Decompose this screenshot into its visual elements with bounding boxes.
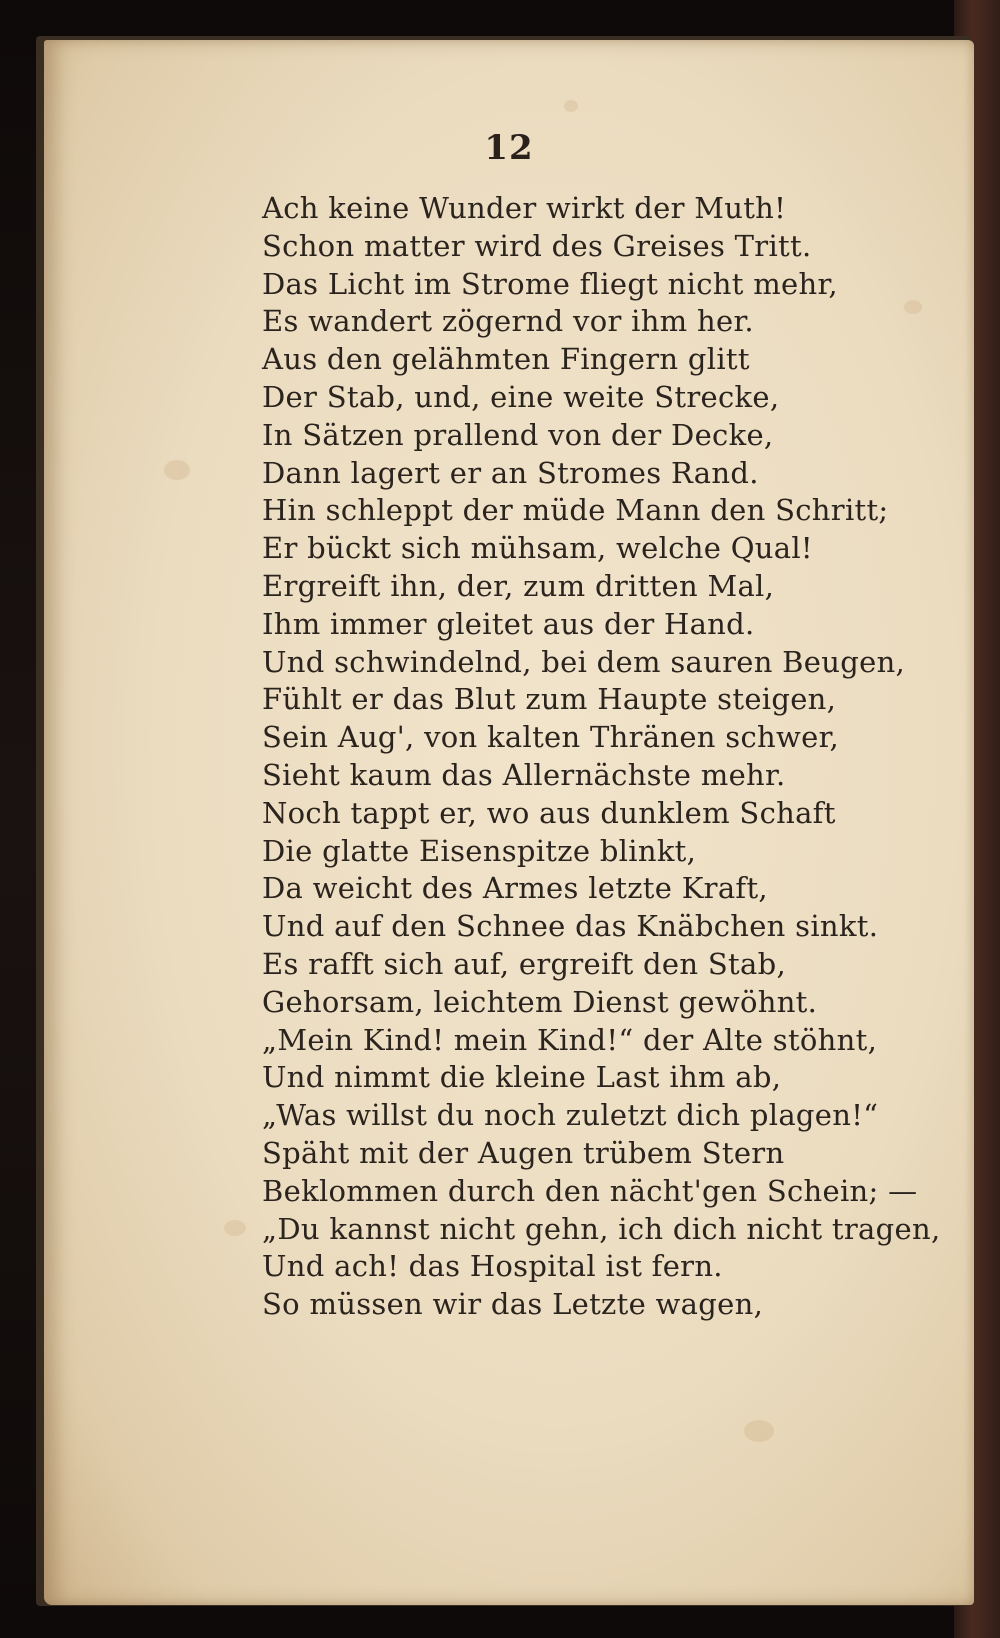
poem-line: Und nimmt die kleine Last ihm ab,	[262, 1060, 782, 1095]
poem-line: Es wandert zögernd vor ihm her.	[262, 304, 754, 339]
paper-stain	[564, 100, 578, 112]
poem-line: „Mein Kind! mein Kind!“ der Alte stöhnt,	[262, 1022, 878, 1057]
poem-line: Schon matter wird des Greises Tritt.	[262, 228, 812, 263]
poem-line: So müssen wir das Letzte wagen,	[262, 1287, 764, 1322]
poem-line: Sein Aug', von kalten Thränen schwer,	[262, 720, 840, 755]
poem-line: Späht mit der Augen trübem Stern	[262, 1135, 785, 1170]
poem-line: Da weicht des Armes letzte Kraft,	[262, 871, 768, 906]
poem-line: Beklommen durch den nächt'gen Schein; —	[262, 1173, 918, 1208]
poem-line: Und auf den Schnee das Knäbchen sinkt.	[262, 909, 879, 944]
poem-line: Die glatte Eisenspitze blinkt,	[262, 833, 697, 868]
poem-line: Er bückt sich mühsam, welche Qual!	[262, 531, 813, 566]
poem-line: Ihm immer gleitet aus der Hand.	[262, 606, 755, 641]
paper-stain	[744, 1420, 774, 1442]
poem-line: Noch tappt er, wo aus dunklem Schaft	[262, 795, 836, 830]
poem-line: Hin schleppt der müde Mann den Schritt;	[262, 493, 889, 528]
poem-line: Das Licht im Strome fliegt nicht mehr,	[262, 266, 838, 301]
poem-line: Sieht kaum das Allernächste mehr.	[262, 757, 786, 792]
poem-line: Der Stab, und, eine weite Strecke,	[262, 379, 780, 414]
poem-line: Dann lagert er an Stromes Rand.	[262, 455, 759, 490]
poem-line: Gehorsam, leichtem Dienst gewöhnt.	[262, 984, 818, 1019]
poem-line: Ach keine Wunder wirkt der Muth!	[262, 191, 787, 225]
paper-stain	[164, 460, 190, 480]
poem-line: Und ach! das Hospital ist fern.	[262, 1249, 723, 1284]
poem-line: Und schwindelnd, bei dem sauren Beugen,	[262, 644, 906, 679]
poem-line: Aus den gelähmten Fingern glitt	[262, 342, 750, 377]
poem-line: Fühlt er das Blut zum Haupte steigen,	[262, 682, 837, 717]
poem-line: In Sätzen prallend von der Decke,	[262, 417, 774, 452]
poem-line: Es rafft sich auf, ergreift den Stab,	[262, 946, 786, 981]
page-number: 12	[484, 128, 534, 168]
poem-line: Ergreift ihn, der, zum dritten Mal,	[262, 568, 775, 603]
poem-text	[262, 190, 941, 1324]
poem-line: „Du kannst nicht gehn, ich dich nicht tragen,	[262, 1211, 941, 1246]
poem-line: „Was willst du noch zuletzt dich plagen!“	[262, 1098, 879, 1133]
paper-stain	[224, 1220, 246, 1236]
book-page	[44, 40, 974, 1605]
